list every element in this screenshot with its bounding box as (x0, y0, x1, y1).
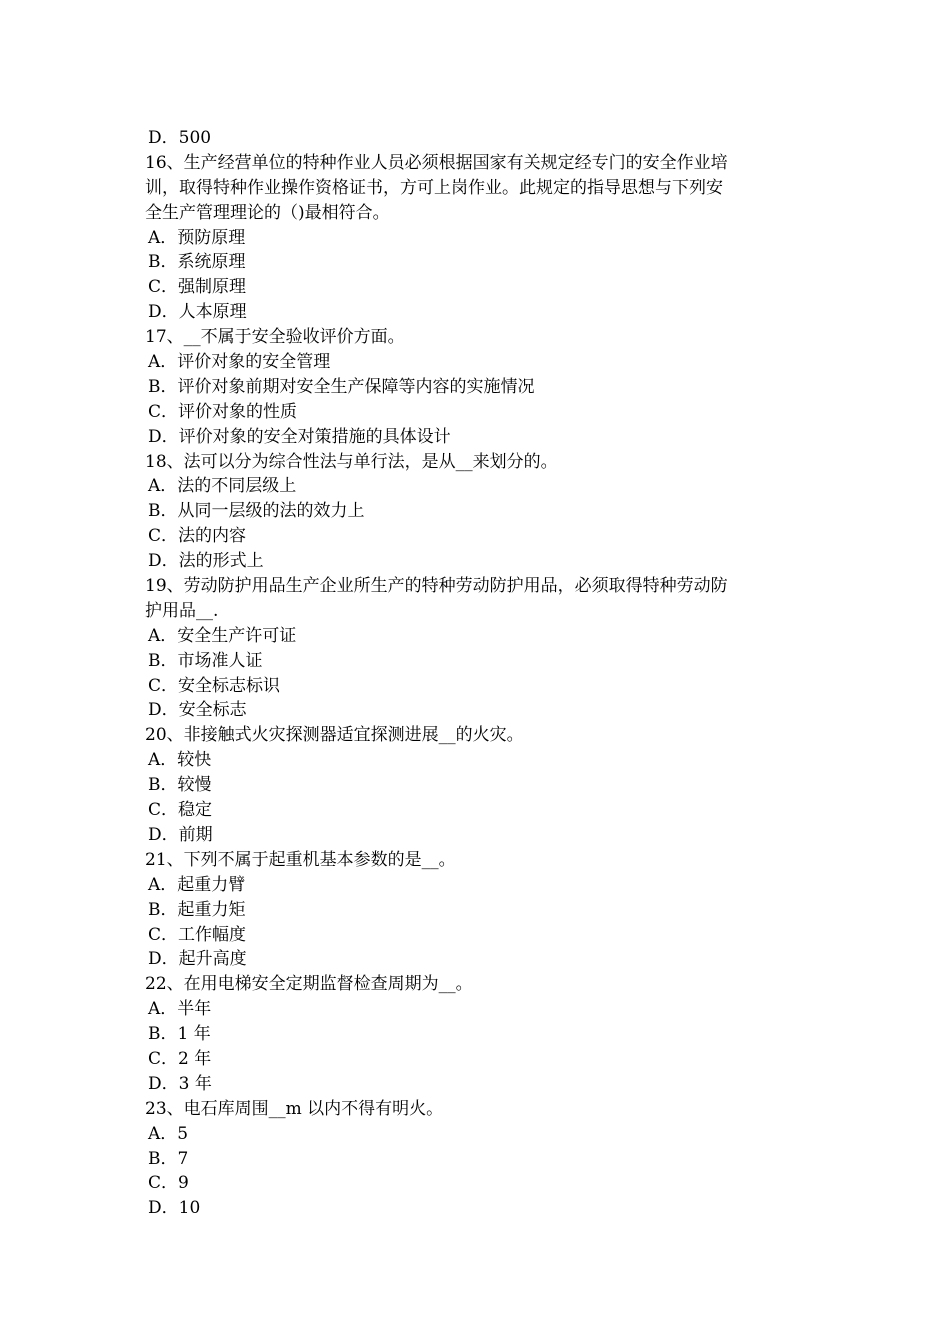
question-stem-line: 18、法可以分为综合性法与单行法，是从__来划分的。 (145, 451, 558, 472)
option-line: A．预防原理 (148, 227, 246, 248)
question-list (145, 126, 810, 1221)
question-block (145, 574, 810, 723)
question-block (145, 450, 810, 574)
option-line: C．法的内容 (148, 526, 247, 547)
question-stem (145, 972, 810, 997)
question-stem (145, 574, 810, 624)
question-stem (145, 325, 810, 350)
question-block (145, 723, 810, 847)
option-line: B．市场准人证 (148, 650, 263, 671)
question-stem (145, 723, 810, 748)
question-stem-line: 17、__不属于安全验收评价方面。 (145, 327, 405, 348)
question-block (145, 151, 810, 325)
option-line: D．法的形式上 (148, 551, 264, 572)
option-line: D．500 (148, 128, 212, 148)
option-line: D．安全标志 (148, 700, 247, 721)
option-line: C．稳定 (148, 800, 213, 821)
question-stem-line: 训，取得特种作业操作资格证书，方可上岗作业。此规定的指导思想与下列安 (145, 177, 723, 198)
question-stem-line: 21、下列不属于起重机基本参数的是__。 (145, 849, 456, 870)
option-line: B．从同一层级的法的效力上 (148, 501, 365, 522)
option-line: D．10 (148, 1198, 201, 1219)
option-line: A．较快 (148, 750, 212, 771)
option-line: A．半年 (148, 999, 212, 1020)
option-line: A．评价对象的安全管理 (148, 352, 331, 373)
option-line: A．法的不同层级上 (148, 476, 297, 497)
option-line: C．评价对象的性质 (148, 401, 298, 422)
question-stem-line: 23、电石库周围__m 以内不得有明火。 (145, 1098, 444, 1119)
question-stem-line: 护用品__. (145, 600, 219, 621)
option-line: C．2 年 (148, 1048, 212, 1069)
question-stem (145, 151, 810, 226)
option-line: D．前期 (148, 824, 213, 845)
question-stem-line: 全生产管理理论的（)最相符合。 (145, 202, 390, 223)
option-line: A．5 (148, 1123, 189, 1144)
question-stem-line: 19、劳动防护用品生产企业所生产的特种劳动防护用品，必须取得特种劳动防 (145, 576, 728, 597)
question-block (145, 325, 810, 449)
option-line: C．安全标志标识 (148, 675, 281, 696)
option-line: B．起重力矩 (148, 899, 246, 920)
option-line: D．起升高度 (148, 949, 247, 970)
option-line: A．起重力臂 (148, 874, 246, 895)
option-line: B．1 年 (148, 1024, 211, 1045)
option-line: B．较慢 (148, 775, 212, 796)
question-stem-line: 20、非接触式火灾探测器适宜探测进展__的火灾。 (145, 725, 524, 746)
question-stem-line: 22、在用电梯安全定期监督检查周期为__。 (145, 974, 473, 995)
option-line: D．3 年 (148, 1073, 212, 1094)
question-block (145, 848, 810, 972)
question-stem-line: 16、生产经营单位的特种作业人员必须根据国家有关规定经专门的安全作业培 (145, 152, 728, 173)
option-line: B．7 (148, 1148, 189, 1169)
question-block (145, 972, 810, 1096)
option-line: C．工作幅度 (148, 924, 247, 945)
option-line: C．强制原理 (148, 277, 247, 298)
option-line: A．安全生产许可证 (148, 625, 297, 646)
question-block (145, 1097, 810, 1221)
question-stem (145, 848, 810, 873)
question-stem (145, 1097, 810, 1122)
option-line: D．人本原理 (148, 302, 247, 323)
question-stem (145, 450, 810, 475)
option-line: C．9 (148, 1173, 189, 1194)
option-line: D．评价对象的安全对策措施的具体设计 (148, 426, 451, 447)
option-line: B．评价对象前期对安全生产保障等内容的实施情况 (148, 376, 535, 397)
option-line: B．系统原理 (148, 252, 246, 273)
